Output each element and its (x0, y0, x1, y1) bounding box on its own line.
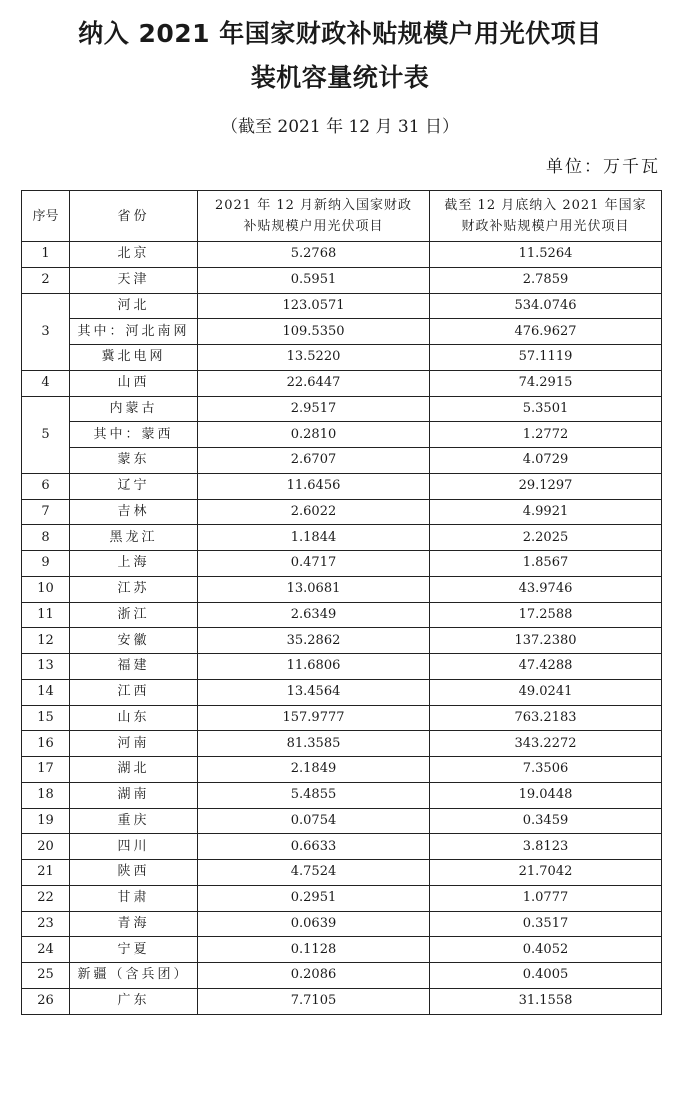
row-seq: 26 (22, 988, 70, 1014)
table-row (22, 705, 662, 731)
table-row (22, 602, 662, 628)
row-new-capacity: 2.6707 (198, 448, 430, 474)
row-province: 广东 (70, 988, 198, 1014)
row-total-capacity: 11.5264 (430, 242, 662, 268)
row-total-capacity: 4.0729 (430, 448, 662, 474)
unit-label: 单位：万千瓦 (546, 157, 660, 177)
table-row (22, 499, 662, 525)
table-row (22, 576, 662, 602)
row-seq: 21 (22, 860, 70, 886)
row-total-capacity: 343.2272 (430, 731, 662, 757)
row-new-capacity: 0.1128 (198, 937, 430, 963)
row-new-capacity: 2.6349 (198, 602, 430, 628)
row-province: 甘肃 (70, 885, 198, 911)
table-row (22, 963, 662, 989)
row-seq: 6 (22, 473, 70, 499)
row-seq: 13 (22, 654, 70, 680)
row-province: 福建 (70, 654, 198, 680)
row-province: 陕西 (70, 860, 198, 886)
table-row (22, 731, 662, 757)
row-new-capacity: 81.3585 (198, 731, 430, 757)
row-new-capacity: 22.6447 (198, 370, 430, 396)
table-row (22, 293, 662, 319)
row-new-capacity: 157.9777 (198, 705, 430, 731)
table-row (22, 654, 662, 680)
table-row (22, 937, 662, 963)
table-row (22, 885, 662, 911)
table-row (22, 834, 662, 860)
row-seq: 3 (22, 293, 70, 370)
row-province: 其中：蒙西 (70, 422, 198, 448)
header-total-capacity: 截至 12 月底纳入 2021 年国家财政补贴规模户用光伏项目 (430, 191, 662, 242)
row-total-capacity: 0.4052 (430, 937, 662, 963)
row-new-capacity: 0.0754 (198, 808, 430, 834)
table-row (22, 319, 662, 345)
row-province: 上海 (70, 551, 198, 577)
row-new-capacity: 4.7524 (198, 860, 430, 886)
row-new-capacity: 0.2086 (198, 963, 430, 989)
row-new-capacity: 2.6022 (198, 499, 430, 525)
row-new-capacity: 0.0639 (198, 911, 430, 937)
row-seq: 7 (22, 499, 70, 525)
row-new-capacity: 11.6456 (198, 473, 430, 499)
table-row (22, 267, 662, 293)
row-seq: 2 (22, 267, 70, 293)
table-row (22, 808, 662, 834)
row-province: 新疆（含兵团） (70, 963, 198, 989)
row-province: 辽宁 (70, 473, 198, 499)
row-province: 冀北电网 (70, 345, 198, 371)
row-total-capacity: 4.9921 (430, 499, 662, 525)
row-total-capacity: 1.2772 (430, 422, 662, 448)
row-seq: 14 (22, 679, 70, 705)
row-seq: 17 (22, 757, 70, 783)
row-total-capacity: 57.1119 (430, 345, 662, 371)
row-total-capacity: 31.1558 (430, 988, 662, 1014)
row-seq: 11 (22, 602, 70, 628)
table-row (22, 679, 662, 705)
row-new-capacity: 35.2862 (198, 628, 430, 654)
row-total-capacity: 47.4288 (430, 654, 662, 680)
row-province: 蒙东 (70, 448, 198, 474)
row-total-capacity: 0.4005 (430, 963, 662, 989)
header-row (22, 191, 662, 242)
table-body (22, 242, 662, 1015)
row-new-capacity: 0.2951 (198, 885, 430, 911)
row-province: 吉林 (70, 499, 198, 525)
table-row (22, 448, 662, 474)
header-new-capacity: 2021 年 12 月新纳入国家财政补贴规模户用光伏项目 (198, 191, 430, 242)
row-new-capacity: 2.1849 (198, 757, 430, 783)
row-seq: 4 (22, 370, 70, 396)
row-total-capacity: 534.0746 (430, 293, 662, 319)
row-seq: 16 (22, 731, 70, 757)
row-province: 安徽 (70, 628, 198, 654)
row-new-capacity: 5.2768 (198, 242, 430, 268)
row-total-capacity: 2.7859 (430, 267, 662, 293)
row-total-capacity: 29.1297 (430, 473, 662, 499)
header-seq: 序号 (22, 191, 70, 242)
row-new-capacity: 0.5951 (198, 267, 430, 293)
row-total-capacity: 476.9627 (430, 319, 662, 345)
row-new-capacity: 109.5350 (198, 319, 430, 345)
table-row (22, 551, 662, 577)
row-seq: 8 (22, 525, 70, 551)
row-province: 河北 (70, 293, 198, 319)
table-row (22, 782, 662, 808)
row-total-capacity: 763.2183 (430, 705, 662, 731)
row-province: 四川 (70, 834, 198, 860)
row-province: 山西 (70, 370, 198, 396)
row-seq: 20 (22, 834, 70, 860)
row-new-capacity: 13.0681 (198, 576, 430, 602)
row-province: 其中：河北南网 (70, 319, 198, 345)
row-total-capacity: 21.7042 (430, 860, 662, 886)
row-new-capacity: 5.4855 (198, 782, 430, 808)
row-province: 河南 (70, 731, 198, 757)
row-seq: 5 (22, 396, 70, 473)
row-seq: 22 (22, 885, 70, 911)
table-row (22, 757, 662, 783)
subtitle-date: （截至 2021 年 12 月 31 日） (221, 117, 459, 137)
row-total-capacity: 1.0777 (430, 885, 662, 911)
row-province: 湖南 (70, 782, 198, 808)
table-row (22, 370, 662, 396)
row-new-capacity: 13.4564 (198, 679, 430, 705)
row-total-capacity: 2.2025 (430, 525, 662, 551)
row-total-capacity: 17.2588 (430, 602, 662, 628)
table-row (22, 242, 662, 268)
row-total-capacity: 137.2380 (430, 628, 662, 654)
header-province: 省份 (70, 191, 198, 242)
row-new-capacity: 0.6633 (198, 834, 430, 860)
row-province: 江西 (70, 679, 198, 705)
row-seq: 1 (22, 242, 70, 268)
row-seq: 10 (22, 576, 70, 602)
table-row (22, 988, 662, 1014)
row-total-capacity: 7.3506 (430, 757, 662, 783)
row-new-capacity: 0.4717 (198, 551, 430, 577)
row-seq: 23 (22, 911, 70, 937)
row-province: 黑龙江 (70, 525, 198, 551)
row-new-capacity: 11.6806 (198, 654, 430, 680)
row-new-capacity: 13.5220 (198, 345, 430, 371)
row-province: 重庆 (70, 808, 198, 834)
row-province: 天津 (70, 267, 198, 293)
row-province: 青海 (70, 911, 198, 937)
row-total-capacity: 3.8123 (430, 834, 662, 860)
row-province: 宁夏 (70, 937, 198, 963)
table-row (22, 860, 662, 886)
table-row (22, 911, 662, 937)
row-seq: 24 (22, 937, 70, 963)
row-total-capacity: 74.2915 (430, 370, 662, 396)
row-total-capacity: 5.3501 (430, 396, 662, 422)
row-seq: 15 (22, 705, 70, 731)
row-province: 内蒙古 (70, 396, 198, 422)
row-province: 山东 (70, 705, 198, 731)
row-province: 江苏 (70, 576, 198, 602)
row-seq: 19 (22, 808, 70, 834)
table-row (22, 525, 662, 551)
row-province: 浙江 (70, 602, 198, 628)
row-province: 湖北 (70, 757, 198, 783)
row-total-capacity: 0.3459 (430, 808, 662, 834)
row-total-capacity: 1.8567 (430, 551, 662, 577)
row-province: 北京 (70, 242, 198, 268)
row-seq: 25 (22, 963, 70, 989)
row-total-capacity: 49.0241 (430, 679, 662, 705)
row-total-capacity: 0.3517 (430, 911, 662, 937)
row-total-capacity: 19.0448 (430, 782, 662, 808)
row-new-capacity: 2.9517 (198, 396, 430, 422)
row-total-capacity: 43.9746 (430, 576, 662, 602)
table-row (22, 422, 662, 448)
title-line-1: 纳入 2021 年国家财政补贴规模户用光伏项目 (78, 19, 602, 48)
table-row (22, 345, 662, 371)
row-new-capacity: 0.2810 (198, 422, 430, 448)
table-row (22, 396, 662, 422)
row-seq: 12 (22, 628, 70, 654)
row-new-capacity: 1.1844 (198, 525, 430, 551)
table-row (22, 473, 662, 499)
row-seq: 9 (22, 551, 70, 577)
table-row (22, 628, 662, 654)
row-new-capacity: 7.7105 (198, 988, 430, 1014)
row-new-capacity: 123.0571 (198, 293, 430, 319)
row-seq: 18 (22, 782, 70, 808)
capacity-table (21, 190, 662, 1015)
title-line-2: 装机容量统计表 (250, 63, 430, 92)
